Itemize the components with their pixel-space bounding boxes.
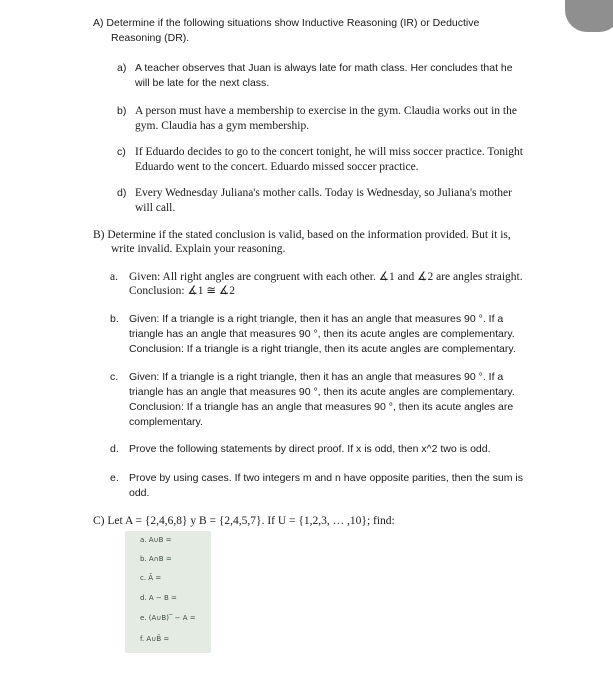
item-label: d) (117, 187, 127, 199)
item-label: b) (117, 105, 127, 117)
item-text: Every Wednesday Juliana's mother calls. Today is Wednesday, so Juliana's mother (135, 187, 512, 199)
section-b-title: B) Determine if the stated conclusion is valid, based on the information provided. But it is, (93, 229, 511, 241)
item-label: a. (110, 271, 118, 283)
set-item: f. A∪B̄ = (140, 635, 170, 643)
set-item: a. A∪B = (140, 536, 172, 544)
item-text: Prove the following statements by direct proof. If x is odd, then x^2 two is odd. (129, 443, 491, 455)
item-label: d. (110, 443, 119, 455)
section-b-title-cont: write invalid. Explain your reasoning. (111, 243, 286, 255)
item-text: will be late for the next class. (135, 77, 270, 89)
item-text: triangle has an angle that measures 90 °, then its acute angles are complementary. (129, 328, 515, 340)
set-item: e. (A∪B)‾ − A = (140, 614, 196, 622)
item-label: c. (110, 371, 119, 383)
item-text: If Eduardo decides to go to the concert tonight, he will miss soccer practice. Tonight (135, 146, 523, 158)
item-text: A teacher observes that Juan is always late for math class. Her concludes that he (135, 62, 513, 74)
item-text: gym. Claudia has a gym membership. (135, 120, 310, 132)
item-label: b. (110, 313, 119, 325)
item-text: complementary. (129, 416, 203, 428)
section-c-title: C) Let A = {2,4,6,8} y B = {2,4,5,7}. If U = {1,2,3, … ,10}; find: (93, 515, 395, 527)
item-text: Given: All right angles are congruent with each other. ∡1 and ∡2 are angles straight. (129, 271, 523, 283)
set-item: c. Ā = (140, 574, 162, 582)
item-text: Given: If a triangle is a right triangle, then it has an angle that measures 90 °. If a (129, 371, 504, 383)
item-text: Eduardo went to the concert. Eduardo missed soccer practice. (135, 161, 419, 173)
item-text: Given: If a triangle is a right triangle, then it has an angle that measures 90 °. If a (129, 313, 504, 325)
item-text: Conclusion: If a triangle is a right triangle, then its acute angles are complementary. (129, 343, 516, 355)
set-item: b. A∩B = (140, 555, 172, 563)
item-label: e. (110, 472, 119, 484)
item-text: odd. (129, 487, 150, 499)
corner-shadow (565, 0, 613, 32)
item-text: A person must have a membership to exercise in the gym. Claudia works out in the (135, 105, 517, 117)
sets-exercise-image (125, 531, 211, 653)
section-a-title-cont: Reasoning (DR). (111, 32, 190, 44)
item-text: Conclusion: ∡1 ≅ ∡2 (129, 285, 235, 297)
item-text: Conclusion: If a triangle has an angle that measures 90 °, then its acute angles are (129, 401, 514, 413)
item-text: Prove by using cases. If two integers m and n have opposite parities, then the sum is (129, 472, 523, 484)
item-text: will call. (135, 202, 176, 214)
item-text: triangle has an angle that measures 90 °, then its acute angles are complementary. (129, 386, 515, 398)
set-item: d. A − B = (140, 594, 177, 602)
item-label: a) (117, 62, 127, 74)
section-a-title: A) Determine if the following situations show Inductive Reasoning (IR) or Deductive (93, 17, 480, 29)
item-label: c) (117, 146, 126, 158)
